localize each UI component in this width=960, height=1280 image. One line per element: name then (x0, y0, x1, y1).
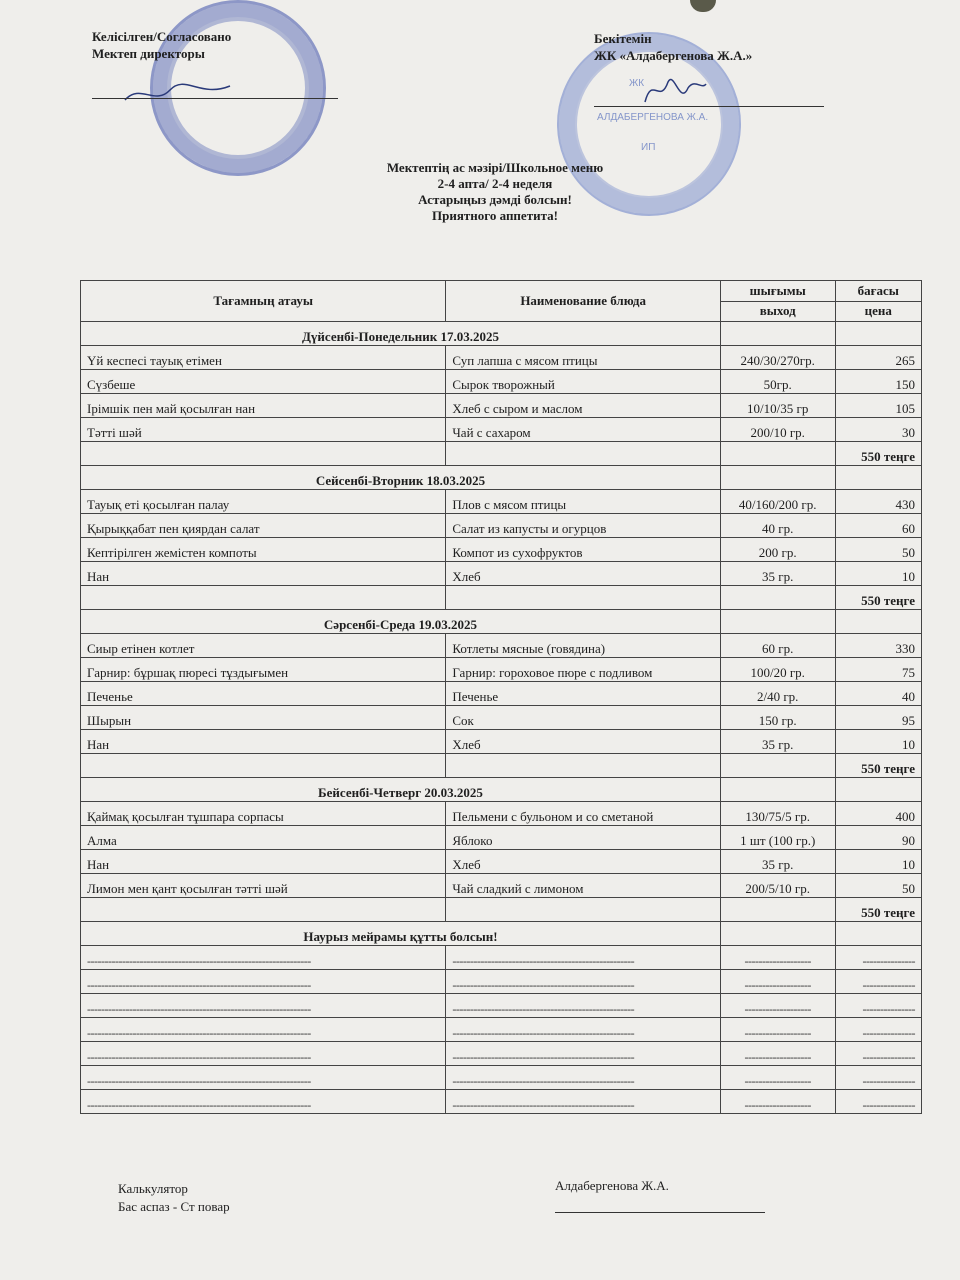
dash-ru: ---------------------------------------------------- (446, 1090, 721, 1114)
dish-price: 10 (835, 850, 922, 874)
dash-out: ------------------- (720, 994, 835, 1018)
dash-price: --------------- (835, 946, 922, 970)
header-ru: Наименование блюда (446, 281, 721, 322)
dash-kk: ---------------------------------------------------------------- (81, 1090, 446, 1114)
day-title-empty-out (720, 610, 835, 634)
dash-ru: ---------------------------------------------------- (446, 946, 721, 970)
day-header-row (81, 778, 922, 802)
dish-yield: 35 гр. (720, 730, 835, 754)
day-total: 550 теңге (835, 754, 922, 778)
dish-price: 400 (835, 802, 922, 826)
dish-name-kk: Нан (81, 730, 446, 754)
dash-ru: ---------------------------------------------------- (446, 994, 721, 1018)
total-empty-kk (81, 754, 446, 778)
dash-out: ------------------- (720, 1042, 835, 1066)
holiday-row (81, 922, 922, 946)
dish-price: 60 (835, 514, 922, 538)
dish-price: 10 (835, 562, 922, 586)
table-row (81, 874, 922, 898)
dash-price: --------------- (835, 1018, 922, 1042)
dash-kk: ---------------------------------------------------------------- (81, 1018, 446, 1042)
approved-header (594, 30, 752, 64)
dish-yield: 150 гр. (720, 706, 835, 730)
footer-signer-name: Алдабергенова Ж.А. (555, 1178, 669, 1193)
table-row (81, 514, 922, 538)
holiday-greeting: Наурыз мейрамы құтты болсын! (81, 922, 721, 946)
day-total-row (81, 586, 922, 610)
table-row (81, 562, 922, 586)
table-row (81, 802, 922, 826)
day-title: Сейсенбі-Вторник 18.03.2025 (81, 466, 721, 490)
dash-price: --------------- (835, 1042, 922, 1066)
dish-name-kk: Қаймақ қосылған тұшпара сорпасы (81, 802, 446, 826)
blank-dash-row (81, 1042, 922, 1066)
total-empty-out (720, 442, 835, 466)
dash-kk: ---------------------------------------------------------------- (81, 1066, 446, 1090)
dash-ru: ---------------------------------------------------- (446, 1018, 721, 1042)
day-header-row (81, 610, 922, 634)
day-title: Сәрсенбі-Среда 19.03.2025 (81, 610, 721, 634)
dish-yield: 200/5/10 гр. (720, 874, 835, 898)
dish-name-ru: Чай с сахаром (446, 418, 721, 442)
dash-out: ------------------- (720, 1066, 835, 1090)
dish-price: 40 (835, 682, 922, 706)
dish-price: 105 (835, 394, 922, 418)
dish-yield: 40 гр. (720, 514, 835, 538)
day-title-empty-price (835, 778, 922, 802)
approver-name: ЖК «Алдабергенова Ж.А.» (594, 48, 753, 63)
dish-yield: 60 гр. (720, 634, 835, 658)
table-header-row (81, 281, 922, 302)
dash-out: ------------------- (720, 946, 835, 970)
day-total: 550 теңге (835, 586, 922, 610)
stamp-zhk-text: ЖК (629, 78, 645, 89)
dash-ru: ---------------------------------------------------- (446, 1042, 721, 1066)
dish-name-ru: Котлеты мясные (говядина) (446, 634, 721, 658)
dish-name-ru: Сырок творожный (446, 370, 721, 394)
menu-body (81, 322, 922, 1114)
table-row (81, 538, 922, 562)
menu-week: 2-4 апта/ 2-4 неделя (437, 176, 553, 191)
header-price-ru: цена (835, 301, 922, 322)
dash-kk: ---------------------------------------------------------------- (81, 970, 446, 994)
dish-yield: 50гр. (720, 370, 835, 394)
table-row (81, 706, 922, 730)
total-empty-kk (81, 586, 446, 610)
dish-name-ru: Салат из капусты и огурцов (446, 514, 721, 538)
day-header-row (81, 322, 922, 346)
dish-yield: 100/20 гр. (720, 658, 835, 682)
total-empty-kk (81, 442, 446, 466)
dish-name-kk: Ірімшік пен май қосылған нан (81, 394, 446, 418)
stamp-name-text: АЛДАБЕРГЕНОВА Ж.А. (597, 112, 709, 123)
agreed-title: Келісілген/Согласовано (92, 29, 232, 44)
dish-name-ru: Гарнир: гороховое пюре с подливом (446, 658, 721, 682)
day-total: 550 теңге (835, 442, 922, 466)
day-title-empty-price (835, 610, 922, 634)
agreed-header (92, 28, 231, 62)
day-title-empty-price (835, 322, 922, 346)
menu-title: Мектептің ас мәзірі/Школьное меню (386, 160, 604, 175)
total-empty-ru (446, 586, 721, 610)
dish-name-ru: Хлеб (446, 562, 721, 586)
dash-kk: ---------------------------------------------------------------- (81, 946, 446, 970)
dish-name-ru: Компот из сухофруктов (446, 538, 721, 562)
dish-name-kk: Кептірілген жемістен компоты (81, 538, 446, 562)
table-row (81, 682, 922, 706)
day-header-row (81, 466, 922, 490)
dash-out: ------------------- (720, 1090, 835, 1114)
approved-title: Бекітемін (594, 31, 652, 46)
dish-yield: 200 гр. (720, 538, 835, 562)
blank-dash-row (81, 994, 922, 1018)
dish-price: 150 (835, 370, 922, 394)
greeting-kk: Астарыңыз дәмді болсын! (418, 192, 572, 207)
dish-yield: 130/75/5 гр. (720, 802, 835, 826)
push-pin-icon (690, 0, 716, 12)
table-row (81, 346, 922, 370)
dish-yield: 40/160/200 гр. (720, 490, 835, 514)
table-row (81, 634, 922, 658)
table-row (81, 490, 922, 514)
chef-label: Бас аспаз - Ст повар (118, 1199, 230, 1214)
dash-out: ------------------- (720, 970, 835, 994)
dash-ru: ---------------------------------------------------- (446, 970, 721, 994)
dish-name-kk: Сүзбеше (81, 370, 446, 394)
holiday-empty-price (835, 922, 922, 946)
dish-name-ru: Суп лапша с мясом птицы (446, 346, 721, 370)
day-title-empty-out (720, 778, 835, 802)
total-empty-kk (81, 898, 446, 922)
table-row (81, 658, 922, 682)
dish-name-kk: Печенье (81, 682, 446, 706)
day-total-row (81, 754, 922, 778)
header-price-kk: бағасы (835, 281, 922, 302)
dash-out: ------------------- (720, 1018, 835, 1042)
footer-signature-line (555, 1212, 765, 1213)
day-title-empty-price (835, 466, 922, 490)
header-out-kk: шығымы (720, 281, 835, 302)
dish-name-kk: Тауық еті қосылған палау (81, 490, 446, 514)
dish-name-kk: Тәтті шәй (81, 418, 446, 442)
dash-price: --------------- (835, 994, 922, 1018)
dash-kk: ---------------------------------------------------------------- (81, 994, 446, 1018)
dish-price: 30 (835, 418, 922, 442)
holiday-empty-out (720, 922, 835, 946)
menu-table (80, 280, 922, 1114)
total-empty-ru (446, 754, 721, 778)
dish-price: 90 (835, 826, 922, 850)
dish-name-kk: Алма (81, 826, 446, 850)
dash-ru: ---------------------------------------------------- (446, 1066, 721, 1090)
footer-left (118, 1180, 230, 1216)
dish-name-ru: Сок (446, 706, 721, 730)
dish-name-kk: Қырыққабат пен қиярдан салат (81, 514, 446, 538)
blank-dash-row (81, 1090, 922, 1114)
dish-name-ru: Хлеб с сыром и маслом (446, 394, 721, 418)
header-out-ru: выход (720, 301, 835, 322)
dish-name-ru: Печенье (446, 682, 721, 706)
dish-price: 10 (835, 730, 922, 754)
menu-title-block (300, 160, 690, 224)
day-total: 550 теңге (835, 898, 922, 922)
total-empty-ru (446, 442, 721, 466)
dish-name-kk: Нан (81, 850, 446, 874)
stamp-ip-text: ИП (641, 142, 656, 153)
table-row (81, 394, 922, 418)
approver-signature (640, 70, 710, 110)
dish-name-kk: Үй кеспесі тауық етімен (81, 346, 446, 370)
dash-price: --------------- (835, 970, 922, 994)
table-row (81, 418, 922, 442)
director-signature (120, 78, 240, 108)
day-total-row (81, 442, 922, 466)
dish-yield: 35 гр. (720, 850, 835, 874)
dash-kk: ---------------------------------------------------------------- (81, 1042, 446, 1066)
director-signature-line (92, 98, 338, 99)
dish-name-ru: Хлеб (446, 850, 721, 874)
dish-yield: 240/30/270гр. (720, 346, 835, 370)
dish-name-ru: Хлеб (446, 730, 721, 754)
dish-price: 50 (835, 538, 922, 562)
day-title-empty-out (720, 466, 835, 490)
greeting-ru: Приятного аппетита! (432, 208, 558, 223)
blank-dash-row (81, 1018, 922, 1042)
director-title: Мектеп директоры (92, 46, 205, 61)
day-title-empty-out (720, 322, 835, 346)
blank-dash-row (81, 970, 922, 994)
total-empty-out (720, 754, 835, 778)
dish-name-ru: Яблоко (446, 826, 721, 850)
dish-price: 75 (835, 658, 922, 682)
dish-name-ru: Пельмени с бульоном и со сметаной (446, 802, 721, 826)
footer-right (555, 1177, 669, 1195)
table-row (81, 826, 922, 850)
dish-price: 330 (835, 634, 922, 658)
dish-price: 50 (835, 874, 922, 898)
dish-name-kk: Нан (81, 562, 446, 586)
table-row (81, 730, 922, 754)
dish-price: 95 (835, 706, 922, 730)
calculator-label: Калькулятор (118, 1181, 188, 1196)
table-row (81, 850, 922, 874)
dish-name-kk: Шырын (81, 706, 446, 730)
approver-signature-line (594, 106, 824, 107)
day-title: Дүйсенбі-Понедельник 17.03.2025 (81, 322, 721, 346)
dish-yield: 35 гр. (720, 562, 835, 586)
dash-price: --------------- (835, 1066, 922, 1090)
dish-yield: 10/10/35 гр (720, 394, 835, 418)
dish-name-kk: Сиыр етінен котлет (81, 634, 446, 658)
dish-name-ru: Чай сладкий с лимоном (446, 874, 721, 898)
dish-yield: 2/40 гр. (720, 682, 835, 706)
total-empty-ru (446, 898, 721, 922)
day-total-row (81, 898, 922, 922)
day-title: Бейсенбі-Четверг 20.03.2025 (81, 778, 721, 802)
total-empty-out (720, 586, 835, 610)
dash-price: --------------- (835, 1090, 922, 1114)
header-kk: Тағамның атауы (81, 281, 446, 322)
total-empty-out (720, 898, 835, 922)
dish-yield: 200/10 гр. (720, 418, 835, 442)
dish-name-ru: Плов с мясом птицы (446, 490, 721, 514)
table-row (81, 370, 922, 394)
dish-name-kk: Лимон мен қант қосылған тәтті шәй (81, 874, 446, 898)
blank-dash-row (81, 946, 922, 970)
blank-dash-row (81, 1066, 922, 1090)
dish-price: 430 (835, 490, 922, 514)
dish-yield: 1 шт (100 гр.) (720, 826, 835, 850)
dish-name-kk: Гарнир: бұршақ пюресі тұздығымен (81, 658, 446, 682)
dish-price: 265 (835, 346, 922, 370)
